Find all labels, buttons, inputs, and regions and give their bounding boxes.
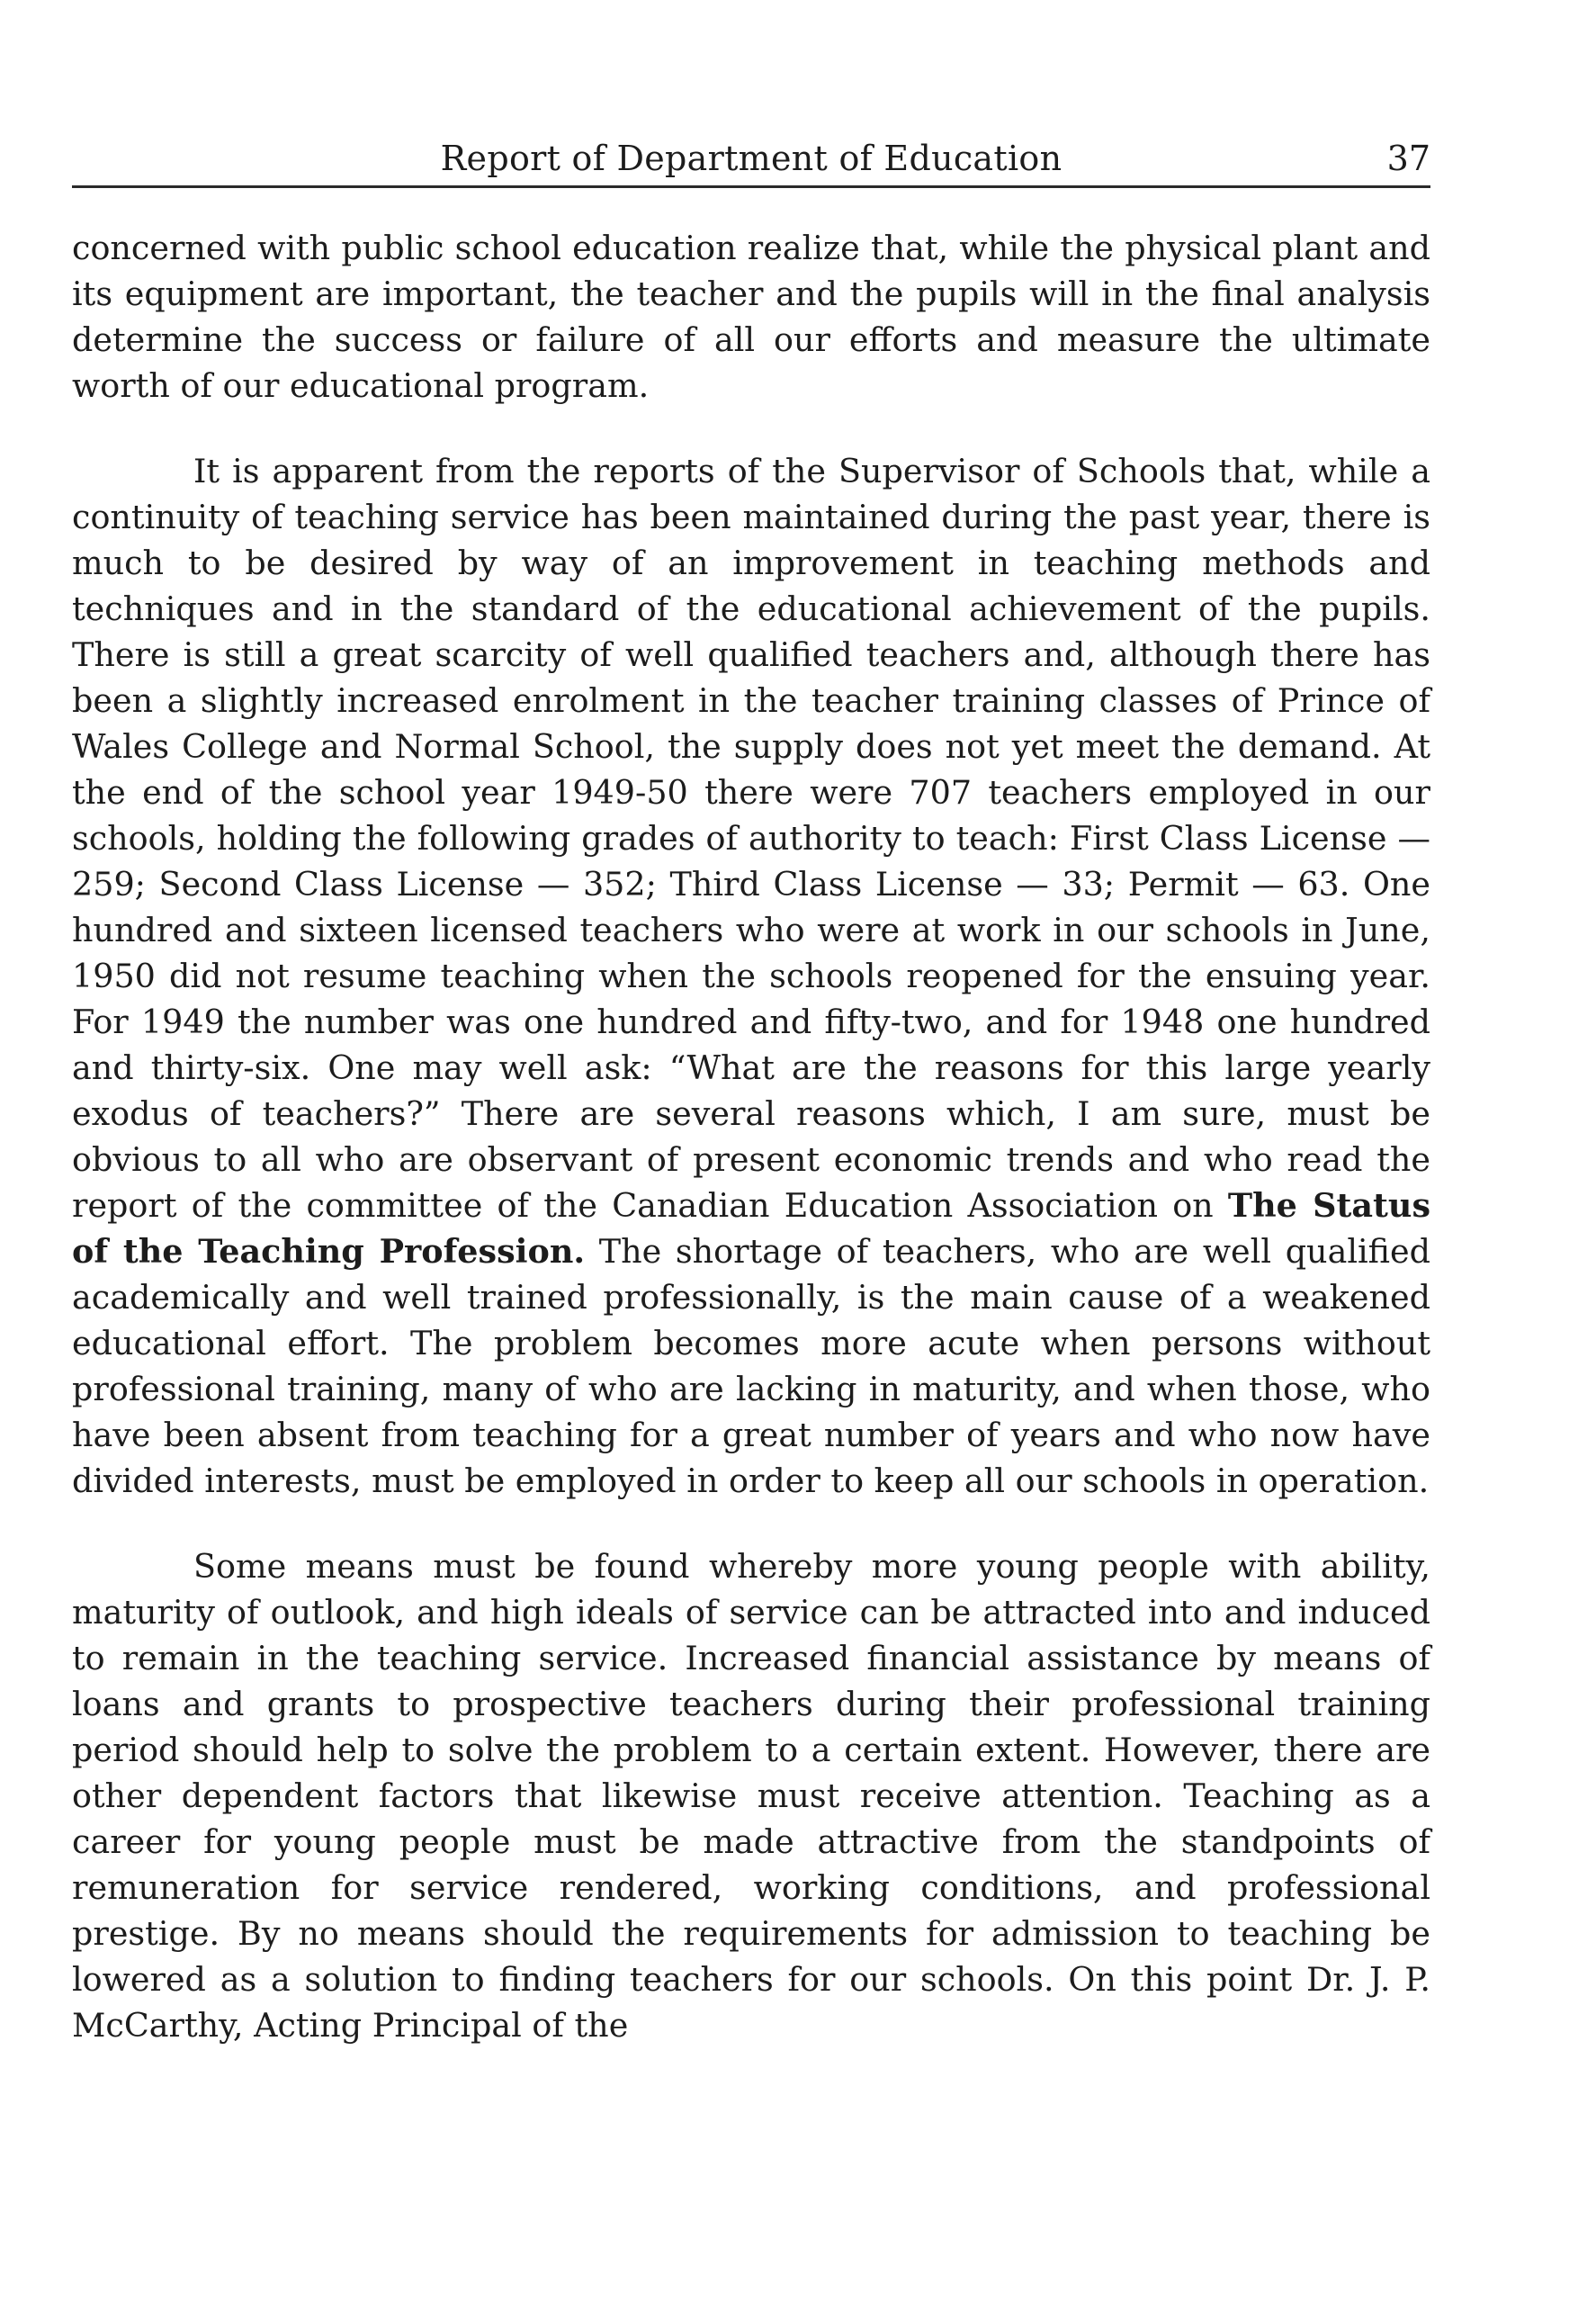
page-number: 37 (1386, 139, 1430, 178)
running-header (72, 135, 1430, 188)
header-title: Report of Department of Education (440, 139, 1063, 178)
body-text (72, 225, 1430, 2088)
paragraph-2 (72, 448, 1430, 1504)
bold-report-title: The Status of the Teaching Profession. (72, 1186, 1430, 1271)
paragraph-3 (72, 1543, 1430, 2048)
paragraph-text: The shortage of teachers, who are well qualified academically and well trained professionally, is the main cause of a weakened educational effort. The problem becomes more acute when persons without professional training, many of who are lacking in maturity, and when those, who have been absent from teaching for a great number of years and who now have divided interests, must be employed in order to keep all our schools in operation. (72, 1232, 1430, 1500)
paragraph-text: Some means must be found whereby more young people with ability, maturity of outlook, and high ideals of service can be attracted into and induced to remain in the teaching service. Increased financial assistance by means of loans and grants to prospective teachers during their professional training period should help to solve the problem to a certain extent. However, there are other dependent factors that likewise must receive attention. Teaching as a career for young people must be made attractive from the standpoints of remuneration for service rendered, working conditions, and professional prestige. By no means should the requirements for admission to teaching be lowered as a solution to finding teachers for our schools. On this point Dr. J. P. McCarthy, Acting Principal of the (72, 1547, 1430, 2045)
paragraph-1 (72, 225, 1430, 409)
paragraph-text: concerned with public school education realize that, while the physical plant and its equipment are important, the teacher and the pupils will in the final analysis determine the success or failure of all our efforts and measure the ultimate worth of our educational program. (72, 229, 1430, 405)
paragraph-text: It is apparent from the reports of the Supervisor of Schools that, while a continuity of teaching service has been maintained during the past year, there is much to be desired by way of an improvement in teaching methods and techniques and in the standard of the educational achievement of the pupils. There is still a great scarcity of well qualified teachers and, although there has been a slightly increased enrolment in the teacher training classes of Prince of Wales College and Normal School, the supply does not yet meet the demand. At the end of the school year 1949-50 there were 707 teachers employed in our schools, holding the following grades of authority to teach: First Class License — 259; Second Class License — 352; Third Class License — 33; Permit — 63. One hundred and sixteen licensed teachers who were at work in our schools in June, 1950 did not resume teaching when the schools reopened for the ensuing year. For 1949 the number was one hundred and fifty-two, and for 1948 one hundred and thirty-six. One may well ask: “What are the reasons for this large yearly exodus of teachers?” There are several reasons which, I am sure, must be obvious to all who are observant of present economic trends and who read the report of the committee of the Canadian Education Association on (72, 452, 1430, 1225)
